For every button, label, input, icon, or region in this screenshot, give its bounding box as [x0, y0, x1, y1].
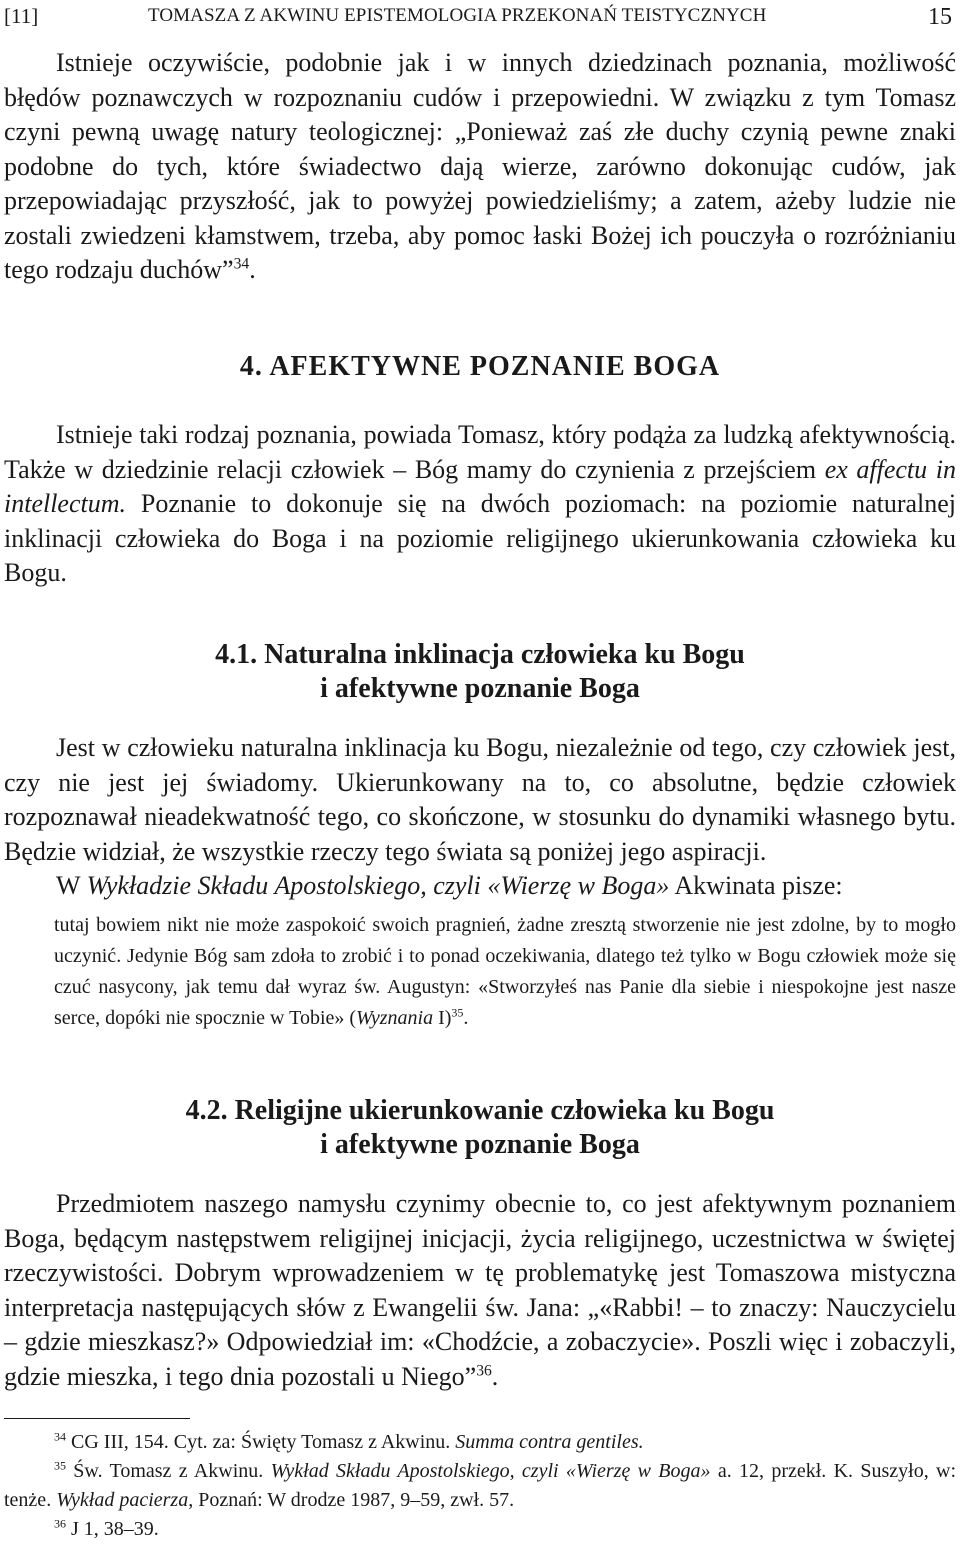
footnote-35-text-a: Św. Tomasz z Akwinu. — [66, 1460, 271, 1482]
section-heading-4-2-line-2: i afektywne poznanie Boga — [320, 1129, 640, 1160]
paragraph-2-italic: ex affectu in intellectum. — [4, 454, 956, 518]
paragraph-1 — [4, 46, 956, 288]
footnote-ref-36: 36 — [476, 1361, 492, 1379]
footnote-35 — [4, 1457, 956, 1515]
page-number: 15 — [928, 4, 952, 30]
paragraph-3 — [4, 731, 956, 904]
paragraph-4-text — [4, 869, 956, 904]
block-quote — [54, 910, 956, 1034]
section-heading-4-1-line-2: i afektywne poznanie Boga — [320, 673, 640, 704]
footnote-34-number: 34 — [54, 1429, 66, 1444]
section-heading-4: 4. AFEKTYWNE POZNANIE BOGA — [239, 351, 721, 382]
paragraph-5-text — [4, 1187, 956, 1394]
footnote-36-number: 36 — [54, 1516, 66, 1531]
quote-body-a: tutaj bowiem nikt nie może zaspokoić swoich pragnień, żadne zresztą stworzenie nie jest zdolne, by to mogło uczynić. Jedynie Bóg sam zdoła to zrobić i to ponad oczekiwania, dlatego też tylko w Bogu człowiek może się czuć nasycony, jak temu dał wyraz św. Augustyn: «Stworzyłeś nas Panie dla siebie i niespokojne jest nasze serce, dopóki nie spocznie w Tobie» ( — [54, 914, 956, 1029]
paragraph-5-body: Przedmiotem naszego namysłu czynimy obecnie to, co jest afektywnym poznaniem Boga, będącym następstwem religijnej inicjacji, życia religijnego, uczestnictwa w świętej rzeczywistości. Dobrym wprowadzeniem w tę problematykę jest Tomaszowa mistyczna interpretacja następujących słów z Ewangelii św. Jana: „«Rabbi! – to znaczy: Nauczycielu – gdzie mieszkasz?» Odpowiedział im: «Chodźcie, a zobaczycie». Poszli więc i zobaczyli, gdzie mieszka, i tego dnia pozostali u Niego” — [4, 1189, 956, 1391]
paragraph-4-body-a: W — [56, 871, 87, 900]
footnote-35-italic-a: Wykład Składu Apostolskiego, czyli «Wierzę w Boga» — [270, 1460, 711, 1482]
quote-body-b: I) — [433, 1007, 452, 1029]
paragraph-1-body: Istnieje oczywiście, podobnie jak i w innych dziedzinach poznania, możliwość błędów poznawczych w rozpoznaniu cudów i przepowiedni. W związku z tym Tomasz czyni pewną uwagę natury teologicznej: „Ponieważ zaś złe duchy czynią pewne znaki podobne do tych, które świadectwo dają wierze, zarówno dokonując cudów, jak przepowiadając przyszłość, jak to powyżej powiedzieliśmy; a zatem, ażeby ludzie nie zostali zwiedzeni kłamstwem, trzeba, aby pomoc łaski Bożej ich pouczyła o rozróżnianiu tego rodzaju duchów” — [4, 48, 956, 284]
footnote-36-text: J 1, 38–39. — [66, 1518, 159, 1540]
footnote-ref-35: 35 — [451, 1005, 464, 1020]
running-title: TOMASZA Z AKWINU EPISTEMOLOGIA PRZEKONAŃ TEISTYCZNYCH — [148, 5, 767, 26]
footnote-34 — [4, 1428, 956, 1457]
running-header — [0, 0, 960, 32]
section-heading-4-1-line-1: 4.1. Naturalna inklinacja człowieka ku Bogu — [215, 639, 745, 670]
footnote-35-text-b: a. 12, przekł. K. Suszyło, w: tenże. — [4, 1460, 956, 1511]
paragraph-5 — [4, 1187, 956, 1394]
footnote-36 — [4, 1515, 956, 1544]
paragraph-4-italic: Wykładzie Składu Apostolskiego, czyli «Wierzę w Boga» — [86, 871, 670, 900]
paragraph-5-tail: . — [491, 1361, 499, 1391]
footnote-34-text: CG III, 154. Cyt. za: Święty Tomasz z Akwinu. — [66, 1431, 456, 1453]
footnote-34-italic: Summa contra gentiles. — [455, 1431, 644, 1453]
quote-tail: . — [463, 1007, 469, 1029]
quote-italic: Wyznania — [356, 1007, 434, 1029]
section-heading-4-2-line-1: 4.2. Religijne ukierunkowanie człowieka ku Bogu — [185, 1095, 775, 1126]
paragraph-3-text: Jest w człowieku naturalna inklinacja ku Bogu, niezależnie od tego, czy człowiek jest, czy nie jest jej świadomy. Ukierunkowany na to, co absolutne, będzie człowiek rozpoznawał nieadekwatność tego, co skończone, w stosunku do dynamiki własnego bytu. Będzie widział, że wszystkie rzeczy tego świata są poniżej jego aspiracji. — [4, 733, 956, 866]
paragraph-2-body-b: Poznanie to dokonuje się na dwóch poziomach: na poziomie naturalnej inklinacji człowieka do Boga i na poziomie religijnego ukierunkowania człowieka ku Bogu. — [4, 489, 956, 587]
footnote-35-text-c: , Poznań: W drodze 1987, 9–59, zwł. 57. — [188, 1489, 515, 1511]
paragraph-1-text — [4, 46, 956, 288]
paragraph-4-body-b: Akwinata pisze: — [669, 871, 843, 900]
footnote-ref-34: 34 — [233, 255, 250, 273]
footnote-35-italic-b: Wykład pacierza — [56, 1489, 189, 1511]
footnote-separator — [4, 1418, 190, 1419]
paragraph-1-tail: . — [249, 255, 256, 284]
paragraph-2-body-a: Istnieje taki rodzaj poznania, powiada Tomasz, który podąża za ludzką afektywnością. Także w dziedzinie relacji człowiek – Bóg mamy do czynienia z przejściem — [4, 420, 956, 484]
section-marker: [11] — [4, 4, 39, 28]
paragraph-2-text — [4, 418, 956, 591]
paragraph-2 — [4, 418, 956, 591]
footnote-35-number: 35 — [54, 1458, 66, 1473]
